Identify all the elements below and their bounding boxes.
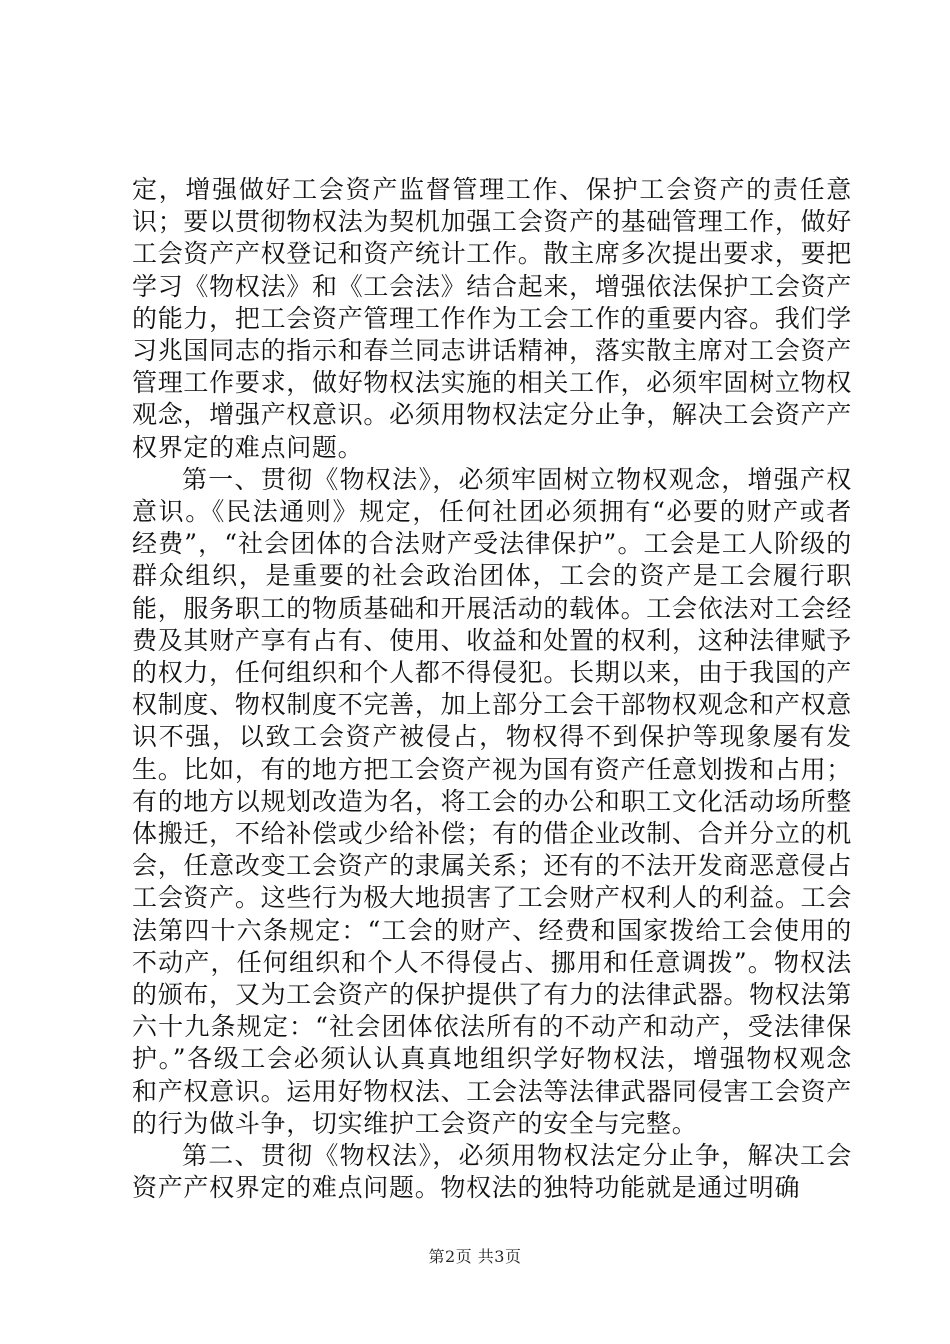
paragraph-second-point: 第二、贯彻《物权法》，必须用物权法定分止争，解决工会资产产权界定的难点问题。物权法的独特功能就是通过明确: [132, 1141, 852, 1203]
paragraph-continuation: 定，增强做好工会资产监督管理工作、保护工会资产的责任意识；要以贯彻物权法为契机加强工会资产的基础管理工作，做好工会资产产权登记和资产统计工作。散主席多次提出要求，要把学习《物权法》和《工会法》结合起来，增强依法保护工会资产的能力，把工会资产管理工作作为工会工作的重要内容。我们学习兆国同志的指示和春兰同志讲话精神，落实散主席对工会资产管理工作要求，做好物权法实施的相关工作，必须牢固树立物权观念，增强产权意识。必须用物权法定分止争，解决工会资产产权界定的难点问题。: [132, 175, 852, 462]
body-text: [132, 174, 852, 1205]
page-footer: [0, 1244, 950, 1267]
page-number-indicator: 第2页 共3页: [428, 1247, 522, 1266]
paragraph-first-point: 第一、贯彻《物权法》，必须牢固树立物权观念，增强产权意识。《民法通则》规定，任何社团必须拥有“必要的财产或者经费”，“社会团体的合法财产受法律保护”。工会是工人阶级的群众组织，是重要的社会政治团体，工会的资产是工会履行职能，服务职工的物质基础和开展活动的载体。工会依法对工会经费及其财产享有占有、使用、收益和处置的权利，这种法律赋予的权力，任何组织和个人都不得侵犯。长期以来，由于我国的产权制度、物权制度不完善，加上部分工会干部物权观念和产权意识不强，以致工会资产被侵占，物权得不到保护等现象屡有发生。比如，有的地方把工会资产视为国有资产任意划拨和占用；有的地方以规划改造为名，将工会的办公和职工文化活动场所整体搬迁，不给补偿或少给补偿；有的借企业改制、合并分立的机会，任意改变工会资产的隶属关系；还有的不法开发商恶意侵占工会资产。这些行为极大地损害了工会财产权利人的利益。工会法第四十六条规定：“工会的财产、经费和国家拨给工会使用的不动产，任何组织和个人不得侵占、挪用和任意调拨”。物权法的颁布，又为工会资产的保护提供了有力的法律武器。物权法第六十九条规定：“社会团体依法所有的不动产和动产，受法律保护。”各级工会必须认认真真地组织学好物权法，增强物权观念和产权意识。运用好物权法、工会法等法律武器同侵害工会资产的行为做斗争，切实维护工会资产的安全与完整。: [132, 464, 852, 1138]
